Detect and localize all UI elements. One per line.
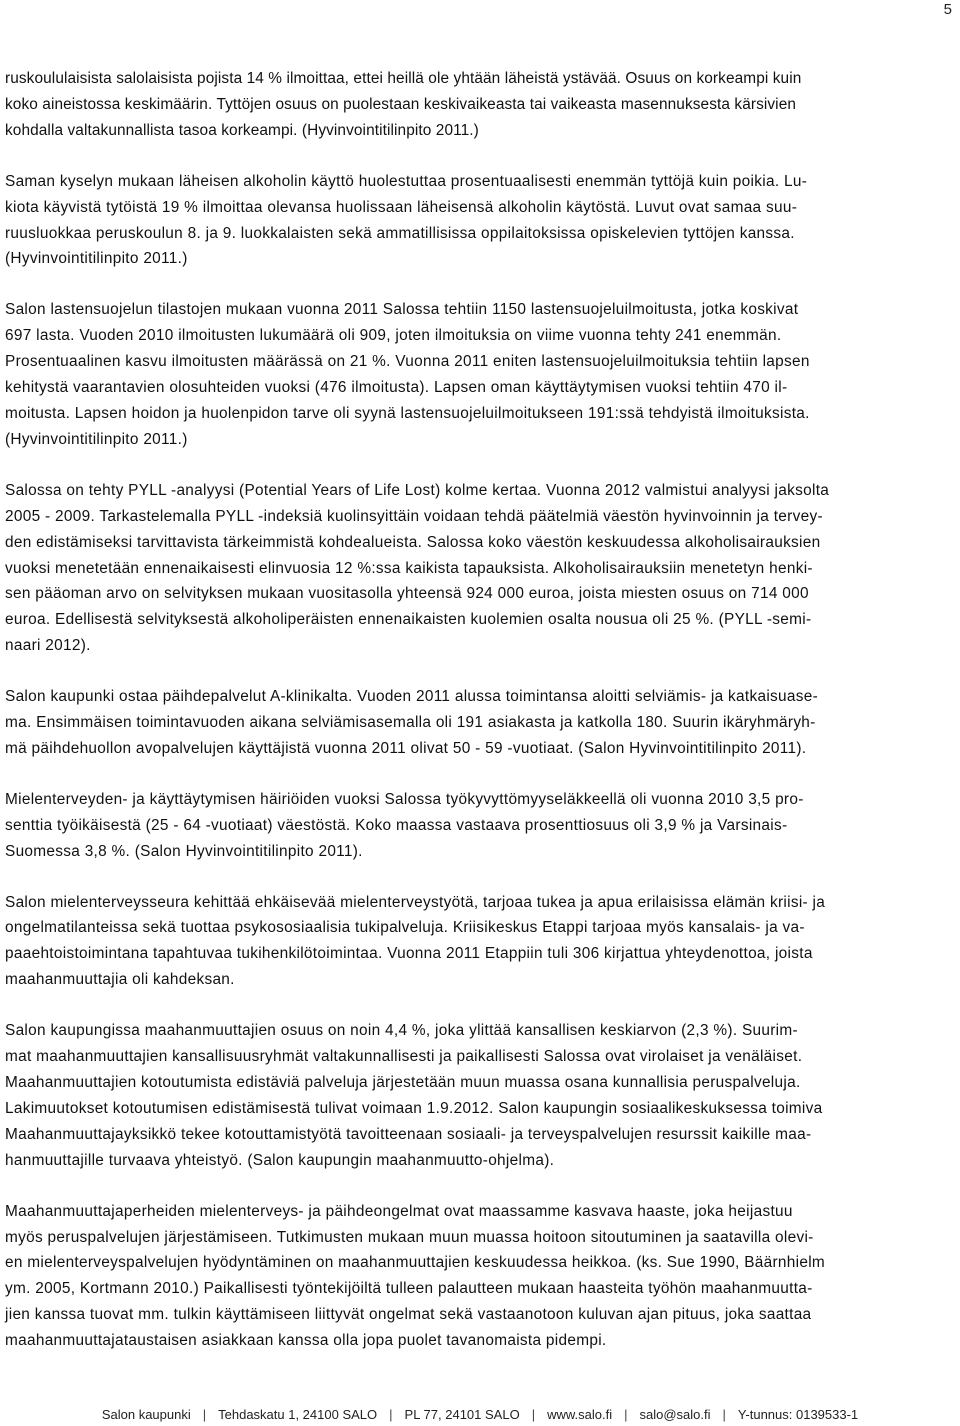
text-line: hanmuuttajille turvaava yhteistyö. (Salon kaupungin maahanmuutto-ohjelma).: [5, 1151, 555, 1169]
text-line: euroa. Edellisestä selvityksestä alkoholiperäisten ennenaikaisten kuolemien osalta nousua oli 25 %. (PYLL -semi-: [5, 611, 812, 629]
text-line: Salossa on tehty PYLL -analyysi (Potential Years of Life Lost) kolme kertaa. Vuonna 2012 valmistui analyysi jaksolta: [5, 481, 830, 499]
text-line: Suomessa 3,8 %. (Salon Hyvinvointitilinpito 2011).: [5, 842, 363, 860]
footer-separator: |: [624, 1407, 628, 1422]
text-line: moitusta. Lapsen hoidon ja huolenpidon tarve oli syynä lastensuojeluilmoitukseen 191:ssä tehdyistä ilmoituksista.: [5, 404, 810, 422]
text-line: Salon kaupunki ostaa päihdepalvelut A-klinikalta. Vuoden 2011 alussa toimintansa aloitti selviämis- ja katkaisuase-: [5, 688, 819, 706]
text-line: ongelmatilanteissa sekä tuottaa psykososiaalisia tukipalveluja. Kriisikeskus Etappi tarjoaa myös kansalais- ja va-: [5, 919, 805, 937]
text-line: Saman kyselyn mukaan läheisen alkoholin käyttö huolestuttaa prosentuaalisesti enemmän tyttöjä kuin poikia. Lu-: [5, 172, 808, 190]
text-line: jien kanssa tuovat mm. tulkin käyttämiseen liittyvät ongelmat sekä vastaanotoon kuluvan ajan pituus, joka saattaa: [5, 1306, 812, 1324]
paragraph-pyll-analysis: [5, 478, 956, 659]
footer-street-address: Tehdaskatu 1, 24100 SALO: [218, 1407, 378, 1422]
text-line: en mielenterveyspalvelujen hyödyntäminen on maahanmuuttajien keskuudessa heikkoa. (ks. Sue 1990, Bäärnhielm: [5, 1254, 826, 1272]
text-line: maahanmuuttajataustaisen asiakkaan kanssa olla jopa puolet tavanomaista pidempi.: [5, 1332, 607, 1350]
paragraph-mental-health-association: [5, 890, 956, 994]
text-line: ruskoululaisista salolaisista pojista 14 % ilmoittaa, ettei heillä ole yhtään läheistä ystävää. Osuus on korkeampi kuin: [5, 70, 802, 87]
text-line: (Hyvinvointitilinpito 2011.): [5, 430, 188, 448]
text-line: kohdalla valtakunnallista tasoa korkeampi. (Hyvinvointitilinpito 2011.): [5, 121, 479, 139]
text-line: (Hyvinvointitilinpito 2011.): [5, 250, 188, 268]
text-line: Salon kaupungissa maahanmuuttajien osuus on noin 4,4 %, joka ylittää kansallisen keskiarvon (2,3 %). Suurim-: [5, 1022, 798, 1040]
text-line: Maahanmuuttajaperheiden mielenterveys- ja päihdeongelmat ovat maassamme kasvava haaste, joka heijastuu: [5, 1202, 793, 1220]
paragraph-youth-friends: [5, 66, 956, 144]
text-line: Maahanmuuttajien kotoutumista edistäviä palveluja järjestetään muun muassa osana kunnallisia peruspalveluja.: [5, 1074, 801, 1091]
text-line: mä päihdehuollon avopalvelujen käyttäjistä vuonna 2011 olivat 50 - 59 -vuotiaat. (Salon Hyvinvointitilinpito 2011).: [5, 739, 807, 757]
text-line: Prosentuaalinen kasvu ilmoitusten määrässä on 21 %. Vuonna 2011 eniten lastensuojeluilmoituksia tehtiin lapsen: [5, 353, 810, 371]
paragraph-alcohol-worry: [5, 169, 956, 273]
text-line: kiota käyvistä tytöistä 19 % ilmoittaa olevansa huolissaan läheisensä alkoholin käytöstä. Luvut ovat samaa suu-: [5, 198, 798, 216]
text-line: Salon lastensuojelun tilastojen mukaan vuonna 2011 Salossa tehtiin 1150 lastensuojeluilmoitusta, jotka koskivat: [5, 301, 799, 319]
document-body: [5, 66, 956, 1379]
footer-email: salo@salo.fi: [639, 1407, 711, 1422]
footer-website: www.salo.fi: [547, 1407, 613, 1422]
page-number: 5: [943, 1, 952, 18]
footer-separator: |: [722, 1407, 726, 1422]
footer-po-box: PL 77, 24101 SALO: [404, 1407, 520, 1422]
text-line: 2005 - 2009. Tarkastelemalla PYLL -indeksiä kuolinsyittäin voidaan tehdä päätelmiä väestön hyvinvoinnin ja tervey-: [5, 507, 823, 525]
text-line: paaehtoistoimintana tapahtuvaa tukihenkilötoimintaa. Vuonna 2011 Etappiin tuli 306 kirjattua yhteydenottoa, joista: [5, 945, 813, 963]
paragraph-immigrants: [5, 1018, 956, 1173]
text-line: koko aineistossa keskimäärin. Tyttöjen osuus on puolestaan keskivaikeasta tai vaikeasta masennuksesta kärsivien: [5, 95, 797, 113]
paragraph-child-welfare: [5, 297, 956, 452]
text-line: den edistämiseksi tarvittavista tärkeimmistä kohdealueista. Salossa koko väestön keskuudessa alkoholisairauksien: [5, 533, 821, 551]
footer-organization: Salon kaupunki: [101, 1407, 191, 1422]
text-line: maahanmuuttajia oli kahdeksan.: [5, 971, 235, 989]
text-line: Mielenterveyden- ja käyttäytymisen häiriöiden vuoksi Salossa työkyvyttömyyseläkkeellä oli vuonna 2010 3,5 pro-: [5, 790, 804, 808]
text-line: ruusluokkaa peruskoulun 8. ja 9. luokkalaisten sekä ammatillisissa oppilaitoksissa opiskelevien tyttöjen kanssa.: [5, 224, 795, 242]
paragraph-mental-health-pension: [5, 787, 956, 865]
text-line: vuoksi menetetään ennenaikaisesti elinvuosia 12 %:ssa kaikista tapauksista. Alkoholisairauksiin menetetyn henki-: [5, 559, 813, 577]
text-line: naari 2012).: [5, 637, 91, 655]
paragraph-substance-services: [5, 684, 956, 762]
text-line: mat maahanmuuttajien kansallisuusryhmät valtakunnallisesti ja paikallisesti Salossa ovat virolaiset ja venäläiset.: [5, 1048, 803, 1066]
text-line: sen pääoman arvo on selvityksen mukaan vuositasolla yhteensä 924 000 euroa, joista miesten osuus on 714 000: [5, 585, 809, 603]
paragraph-immigrant-families: [5, 1199, 956, 1354]
text-line: senttia työikäisestä (25 - 64 -vuotiaat) väestöstä. Koko maassa vastaava prosenttiosuus oli 3,9 % ja Varsinais-: [5, 816, 788, 834]
text-line: Maahanmuuttajayksikkö tekee kotouttamistyötä tavoitteenaan sosiaali- ja terveyspalvelujen resurssit kaikille maa-: [5, 1125, 812, 1143]
text-line: kehitystä vaarantavien olosuhteiden vuoksi (476 ilmoitusta). Lapsen oman käyttäytymisen vuoksi tehtiin 470 il-: [5, 379, 788, 397]
footer-separator: |: [202, 1407, 207, 1422]
page-footer: [0, 1405, 960, 1425]
text-line: Lakimuutokset kotoutumisen edistämisestä tulivat voimaan 1.9.2012. Salon kaupungin sosiaalikeskuksessa toimiva: [5, 1099, 823, 1117]
text-line: Salon mielenterveysseura kehittää ehkäisevää mielenterveystyötä, tarjoaa tukea ja apua erilaisissa elämän kriisi- ja: [5, 893, 826, 911]
footer-business-id: Y-tunnus: 0139533-1: [737, 1407, 859, 1422]
text-line: 697 lasta. Vuoden 2010 ilmoitusten lukumäärä oli 909, joten ilmoituksia on viime vuonna tehty 241 enemmän.: [5, 327, 782, 345]
footer-separator: |: [531, 1407, 536, 1422]
text-line: myös peruspalvelujen järjestämiseen. Tutkimusten mukaan muun muassa hoitoon sitoutuminen ja saatavilla olevi-: [5, 1228, 814, 1246]
text-line: ym. 2005, Kortmann 2010.) Paikallisesti työntekijöiltä tulleen palautteen mukaan haasteita työhön maahanmuutta-: [5, 1280, 813, 1298]
footer-separator: |: [389, 1407, 393, 1422]
text-line: ma. Ensimmäisen toimintavuoden aikana selviämisasemalla oli 191 asiakasta ja katkolla 180. Suurin ikäryhmäryh-: [5, 714, 816, 732]
